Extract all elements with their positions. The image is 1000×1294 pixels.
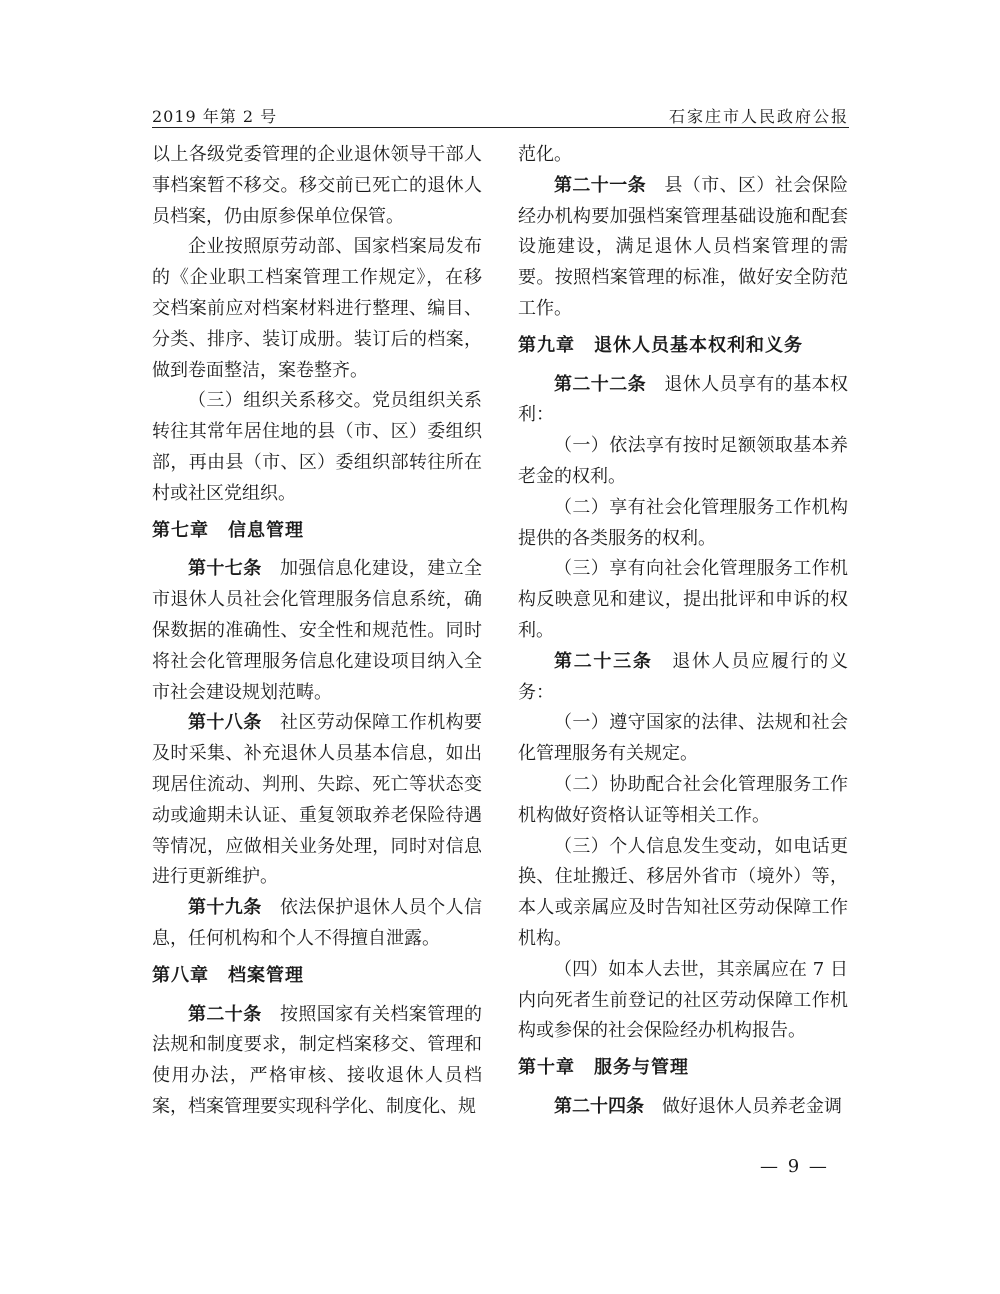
right-item-1: （一）依法享有按时足额领取基本养老金的权利。 — [518, 435, 848, 487]
article-19-text: 依法保护退休人员个人信息，任何机构和个人不得擅自泄露。 — [152, 897, 483, 949]
left-paragraph-1: 以上各级党委管理的企业退休领导干部人事档案暂不移交。移交前已死亡的退休人员档案，仍由原参保单位保管。 — [152, 144, 482, 227]
article-21 — [518, 171, 848, 325]
article-23-text: 退休人员应履行的义务： — [518, 650, 849, 703]
article-22 — [518, 370, 848, 432]
article-24 — [518, 1092, 848, 1123]
right-item-3: （三）享有向社会化管理服务工作机构反映意见和建议，提出批评和申诉的权利。 — [518, 558, 848, 641]
article-17-label: 第十七条 — [188, 558, 262, 580]
right-paragraph-continued: 范化。 — [518, 144, 572, 165]
duty-item-3: （三）个人信息发生变动，如电话更换、住址搬迁、移居外省市（境外）等，本人或亲属应及时告知社区劳动保障工作机构。 — [518, 835, 848, 949]
page-header — [152, 0, 849, 128]
article-24-text: 做好退休人员养老金调 — [644, 1095, 842, 1117]
right-item-2: （二）享有社会化管理服务工作机构提供的各类服务的权利。 — [518, 496, 848, 549]
article-18-text: 社区劳动保障工作机构要及时采集、补充退休人员基本信息，如出现居住流动、判刑、失踪、死亡等状态变动或逾期未认证、重复领取养老保险待遇等情况，应做相关业务处理，同时对信息进行更新维护。 — [152, 712, 483, 888]
publication-title: 石家庄市人民政府公报 — [668, 107, 849, 126]
left-paragraph-3: （三）组织关系移交。党员组织关系转往其常年居住地的县（市、区）委组织部，再由县（市、区）委组织部转往所在村或社区党组织。 — [152, 390, 482, 504]
header-rule — [152, 127, 849, 128]
article-24-label: 第二十四条 — [554, 1095, 644, 1117]
chapter-9-heading: 第九章 退休人员基本权利和义务 — [518, 334, 803, 356]
article-23 — [518, 647, 848, 709]
duty-item-1: （一）遵守国家的法律、法规和社会化管理服务有关规定。 — [518, 712, 848, 765]
article-20-label: 第二十条 — [188, 1003, 262, 1025]
chapter-7-heading: 第七章 信息管理 — [152, 519, 304, 541]
article-23-label: 第二十三条 — [554, 650, 653, 672]
article-20 — [152, 1000, 482, 1123]
duty-item-2: （二）协助配合社会化管理服务工作机构做好资格认证等相关工作。 — [518, 773, 848, 826]
article-19 — [152, 893, 482, 955]
article-21-text: 县（市、区）社会保险经办机构要加强档案管理基础设施和配套设施建设，满足退休人员档案管理的需要。按照档案管理的标准，做好安全防范工作。 — [518, 174, 848, 319]
left-column — [152, 140, 482, 1123]
article-18-label: 第十八条 — [188, 712, 262, 734]
left-paragraph-2: 企业按照原劳动部、国家档案局发布的《企业职工档案管理工作规定》，在移交档案前应对档案材料进行整理、编目、分类、排序、装订成册。装订后的档案，做到卷面整洁，案卷整齐。 — [152, 236, 482, 381]
chapter-8-heading: 第八章 档案管理 — [152, 964, 304, 986]
right-column — [518, 140, 848, 1123]
article-18 — [152, 708, 482, 893]
article-22-label: 第二十二条 — [554, 373, 646, 395]
article-21-label: 第二十一条 — [554, 174, 646, 196]
article-20-text: 按照国家有关档案管理的法规和制度要求，制定档案移交、管理和使用办法，严格审核、接收退休人员档案，档案管理要实现科学化、制度化、规 — [152, 1003, 483, 1117]
duty-item-4: （四）如本人去世，其亲属应在 7 日内向死者生前登记的社区劳动保障工作机构或参保的社会保险经办机构报告。 — [518, 958, 848, 1042]
page-number: — 9 — — [760, 1156, 829, 1177]
chapter-10-heading: 第十章 服务与管理 — [518, 1057, 689, 1079]
issue-number: 2019 年第 2 号 — [152, 107, 278, 126]
article-22-text: 退休人员享有的基本权利： — [518, 373, 848, 426]
article-19-label: 第十九条 — [188, 897, 262, 919]
article-17-text: 加强信息化建设，建立全市退休人员社会化管理服务信息系统，确保数据的准确性、安全性和规范性。同时将社会化管理服务信息化建设项目纳入全市社会建设规划范畴。 — [152, 558, 483, 703]
article-17 — [152, 554, 482, 708]
